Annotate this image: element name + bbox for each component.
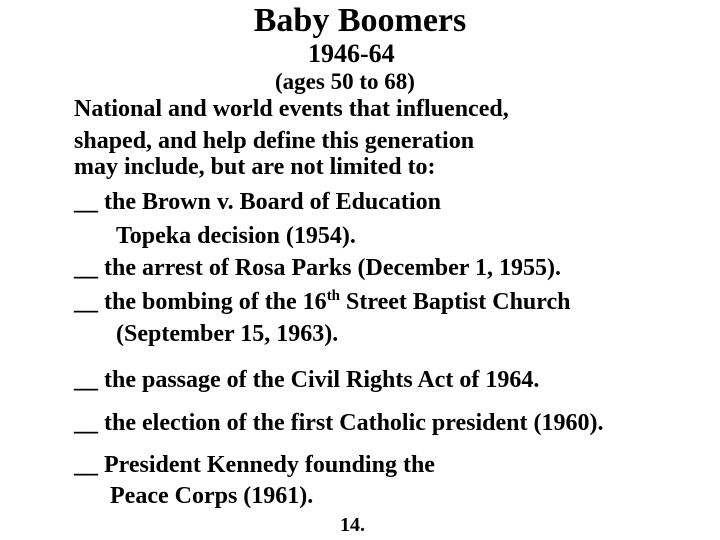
year-range: 1946-64 <box>308 39 395 68</box>
event-item-catholic-president <box>74 411 603 435</box>
ordinal-suffix: th <box>326 288 341 304</box>
event-text: the election of the first Catholic president (1960). <box>104 410 604 436</box>
event-item-church-bombing <box>74 290 570 314</box>
event-item-brown-v-board <box>74 190 441 214</box>
event-item-civil-rights-act <box>74 368 539 392</box>
event-text: the Brown v. Board of Education <box>104 189 441 215</box>
event-text: the passage of the Civil Rights Act of 1964. <box>104 367 540 393</box>
event-text: the bombing of the 16 <box>104 289 327 315</box>
intro-line-2: shaped, and help define this generation <box>74 128 475 154</box>
event-item-rosa-parks <box>74 256 561 280</box>
event-text: President Kennedy founding the <box>104 452 435 478</box>
event-item-peace-corps-continued: Peace Corps (1961). <box>110 483 314 509</box>
intro-line-3: may include, but are not limited to: <box>74 154 436 180</box>
checkbox-blank: __ <box>74 452 104 478</box>
event-item-peace-corps <box>74 453 435 477</box>
checkbox-blank: __ <box>74 255 104 281</box>
slide-title: Baby Boomers <box>253 2 467 39</box>
event-text-continued: Street Baptist Church <box>340 289 571 315</box>
checkbox-blank: __ <box>74 289 104 315</box>
event-item-brown-v-board-continued: Topeka decision (1954). <box>116 223 356 249</box>
event-text: the arrest of Rosa Parks (December 1, 1955). <box>104 255 561 281</box>
checkbox-blank: __ <box>74 189 104 215</box>
page-number: 14. <box>340 514 365 536</box>
event-item-church-bombing-continued: (September 15, 1963). <box>116 321 339 347</box>
intro-line-1: National and world events that influenced, <box>74 96 509 122</box>
checkbox-blank: __ <box>74 410 104 436</box>
checkbox-blank: __ <box>74 367 104 393</box>
age-range: (ages 50 to 68) <box>275 69 415 94</box>
